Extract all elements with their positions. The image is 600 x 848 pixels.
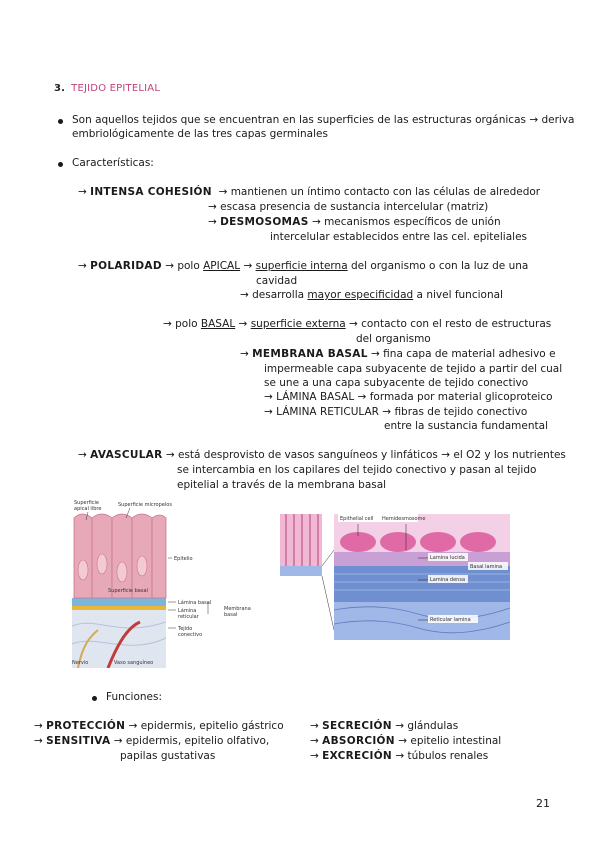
label-vessel: Vaso sanguíneo (114, 660, 154, 666)
intro-line-2: embriológicamente de las tres capas germinales (72, 128, 328, 140)
section-title: TEJIDO EPITELIAL (71, 83, 161, 94)
label-apical-surface-1: Superficie (74, 500, 100, 506)
polaridad-line-3 (163, 317, 551, 331)
arrow-text: → (243, 260, 253, 272)
membrana-basal-line-5: → LÁMINA RETICULAR → fibras de tejido conectivo (264, 406, 528, 418)
apical-term: APICAL (203, 260, 241, 272)
arrow-text: → (238, 318, 248, 330)
label-membrane-2: basal (224, 612, 238, 618)
funcion-desc: → glándulas (395, 720, 459, 732)
membrana-basal-line-2: impermeable capa subyacente de tejido a partir del cual (264, 363, 563, 375)
label-basal-lamina: Basal lamina (470, 564, 503, 570)
polaridad-label: POLARIDAD (90, 260, 162, 272)
polaridad-rest-1: del organismo o con la luz de una (350, 260, 529, 272)
funcion-desc: → túbulos renales (395, 750, 489, 762)
nivel-funcional-text: a nivel funcional (416, 289, 503, 301)
label-epithelium: Epitelio (174, 556, 193, 562)
avascular-line-3: epitelial a través de la membrana basal (177, 479, 387, 491)
membrana-basal-line-1: → MEMBRANA BASAL → fina capa de material adhesivo e (240, 348, 556, 360)
label-basal-surface: Superficie basal (108, 588, 148, 594)
label-membrane-1: Membrana (224, 606, 251, 612)
label-connective-1: Tejido (178, 626, 193, 632)
desmosomas-label: DESMOSOMAS (220, 216, 309, 228)
funcion-desc: → epidermis, epitelio olfativo, (113, 735, 270, 747)
funcion-name: SECRECIÓN (322, 720, 392, 732)
reticular-lamina-band (72, 606, 166, 610)
label-microvilli: Superficie micropelos (118, 502, 172, 508)
membrana-basal-text: → fina capa de material adhesivo e (371, 348, 556, 360)
funcion-absorcion: → ABSORCIÓN → epitelio intestinal (310, 735, 502, 747)
basal-lamina-band (72, 598, 166, 606)
superficie-interna-term: superficie interna (255, 260, 348, 272)
cohesion-line-3: → DESMOSOMAS → mecanismos específicos de unión (208, 216, 501, 228)
polaridad-line-1b: cavidad (256, 275, 298, 287)
label-hemidesmosome: Hemidesmosome (382, 516, 426, 522)
funcion-name: ABSORCIÓN (322, 735, 395, 747)
label-apical-surface-2: apical libre (74, 506, 102, 512)
superficie-externa-term: superficie externa (250, 318, 346, 330)
cohesion-label: INTENSA COHESIÓN (90, 186, 212, 198)
avascular-line-1: → AVASCULAR → está desprovisto de vasos sanguíneos y linfáticos → el O2 y los nutrientes (78, 449, 566, 461)
funcion-sensitiva: → SENSITIVA → epidermis, epitelio olfativo, (34, 735, 270, 747)
bullet-dot (58, 119, 63, 124)
membrana-basal-label: MEMBRANA BASAL (252, 348, 368, 360)
basal-lamina-diagram (278, 510, 510, 642)
mayor-especificidad-term: mayor especificidad (307, 289, 414, 301)
funciones-label: Funciones: (106, 691, 163, 703)
label-nerve: Nervio (72, 660, 89, 666)
polaridad-line-2 (240, 288, 503, 302)
avascular-label: AVASCULAR (90, 449, 163, 461)
caracteristicas-label: Características: (72, 157, 154, 169)
polo-basal-text: → polo (163, 318, 198, 330)
label-reticular-2: reticular (178, 614, 199, 620)
funcion-desc: → epidermis, epitelio gástrico (128, 720, 284, 732)
avascular-text-1: → está desprovisto de vasos sanguíneos y linfáticos → el O2 y los nutrientes (165, 449, 566, 461)
polaridad-line-1: → POLARIDAD → polo APICAL → superficie interna del organismo o con la luz de una (78, 260, 529, 272)
cohesion-line-2: → escasa presencia de sustancia intercelular (matriz) (208, 201, 489, 213)
membrana-basal-line-3: se une a una capa subyacente de tejido conectivo (264, 377, 529, 389)
label-lamina-lucida: Lamina lucida (430, 555, 465, 561)
epithelium-diagram (68, 498, 280, 668)
contacto-text: → contacto con el resto de estructuras (349, 318, 552, 330)
funcion-name: SENSITIVA (46, 735, 111, 747)
label-connective-2: conectivo (178, 632, 203, 638)
cohesion-text-1: mantienen un íntimo contacto con las células de alrededor (230, 186, 541, 198)
bullet-dot (92, 696, 97, 701)
intro-line-1: Son aquellos tejidos que se encuentran en las superficies de las estructuras orgánicas → deriva (72, 114, 575, 126)
polaridad-line-3b: del organismo (356, 333, 431, 345)
membrana-basal-line-4: → LÁMINA BASAL → formada por material glicoproteico (264, 391, 553, 403)
label-epithelial-cell: Epithelial cell (340, 516, 374, 522)
section-heading (54, 83, 160, 94)
funcion-proteccion: → PROTECCIÓN → epidermis, epitelio gástrico (34, 720, 284, 732)
funcion-name: PROTECCIÓN (46, 720, 126, 732)
bullet-dot (58, 162, 63, 167)
funcion-excrecion: → EXCRECIÓN → túbulos renales (310, 750, 489, 762)
membrana-basal-line-6: entre la sustancia fundamental (384, 420, 548, 432)
funcion-name: EXCRECIÓN (322, 750, 393, 762)
cohesion-line-4: intercelular establecidos entre las cel. epiteliales (270, 231, 527, 243)
polo-text: → polo (165, 260, 200, 272)
section-number: 3. (54, 83, 66, 94)
lamina-densa-band (334, 566, 510, 602)
label-reticular-lamina: Reticular lamina (430, 617, 471, 623)
funcion-secrecion: → SECRECIÓN → glándulas (310, 720, 459, 732)
funcion-sensitiva-cont: papilas gustativas (120, 750, 216, 762)
avascular-line-2: se intercambia en los capilares del tejido conectivo y pasan al tejido (177, 464, 537, 476)
desarrolla-text: → desarrolla (240, 289, 305, 301)
basal-term: BASAL (200, 318, 236, 330)
funcion-desc: → epitelio intestinal (398, 735, 502, 747)
label-basal-lamina: Lámina basal (178, 600, 212, 606)
label-reticular-1: Lámina (178, 608, 197, 614)
desmosomas-text: → mecanismos específicos de unión (311, 216, 501, 228)
label-lamina-densa: Lamina densa (430, 577, 466, 583)
cohesion-line-1: → INTENSA COHESIÓN → mantienen un íntimo contacto con las células de alrededor (78, 186, 541, 198)
epithelial-cells (74, 514, 166, 598)
page-number: 21 (536, 797, 550, 810)
inset-tissue (280, 514, 322, 576)
